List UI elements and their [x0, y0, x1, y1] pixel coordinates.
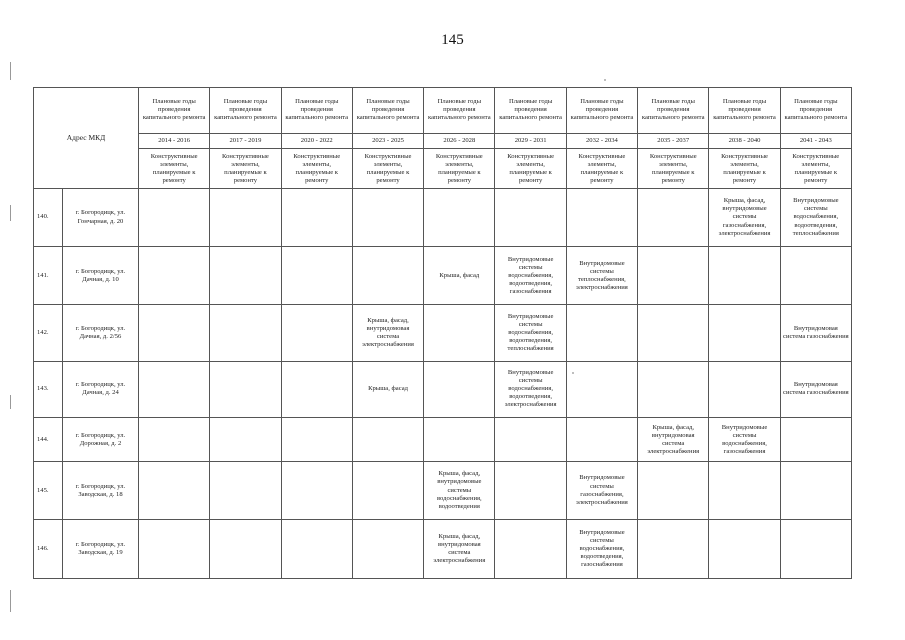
repair-cell — [495, 519, 566, 578]
repair-cell — [210, 417, 281, 462]
repair-cell: Внутридомовые системы теплоснабжения, электроснабжения — [566, 247, 637, 305]
repair-cell: Крыша, фасад — [352, 361, 423, 417]
table-row — [34, 305, 852, 361]
period-header: 2038 - 2040 — [709, 133, 780, 149]
left-margin-mark — [10, 395, 11, 409]
building-address: г. Богородицк, ул. Заводская, д. 19 — [63, 519, 139, 578]
repair-cell — [352, 417, 423, 462]
period-header: 2026 - 2028 — [424, 133, 495, 149]
repair-cell: Внутридомовая система газоснабжения — [780, 361, 851, 417]
repair-cell — [424, 417, 495, 462]
row-number: 144. — [34, 417, 63, 462]
row-number: 142. — [34, 305, 63, 361]
row-number: 141. — [34, 247, 63, 305]
repair-cell — [780, 247, 851, 305]
repair-cell — [638, 361, 709, 417]
elements-header: Конструктивные элементы, планируемые к ремонту — [352, 149, 423, 189]
building-address: г. Богородицк, ул. Заводская, д. 18 — [63, 462, 139, 519]
period-header: 2041 - 2043 — [780, 133, 851, 149]
scan-dot — [604, 79, 606, 81]
repair-cell — [281, 305, 352, 361]
repair-cell — [709, 247, 780, 305]
header-row-periods — [34, 133, 852, 149]
repair-cell — [638, 305, 709, 361]
repair-cell — [210, 519, 281, 578]
period-header: 2017 - 2019 — [210, 133, 281, 149]
repair-cell — [638, 247, 709, 305]
elements-header: Конструктивные элементы, планируемые к ремонту — [780, 149, 851, 189]
repair-cell — [139, 247, 210, 305]
repair-cell — [210, 247, 281, 305]
repair-cell: Крыша, фасад — [424, 247, 495, 305]
repair-cell — [281, 188, 352, 246]
plan-years-header: Плановые годы проведения капитального ремонта — [495, 88, 566, 134]
repair-cell — [139, 417, 210, 462]
elements-header: Конструктивные элементы, планируемые к ремонту — [495, 149, 566, 189]
repair-cell — [352, 519, 423, 578]
period-header: 2023 - 2025 — [352, 133, 423, 149]
period-header: 2020 - 2022 — [281, 133, 352, 149]
plan-years-header: Плановые годы проведения капитального ремонта — [566, 88, 637, 134]
building-address: г. Богородицк, ул. Дорожная, д. 2 — [63, 417, 139, 462]
plan-years-header: Плановые годы проведения капитального ремонта — [281, 88, 352, 134]
repair-cell — [352, 462, 423, 519]
repair-cell — [566, 188, 637, 246]
repair-plan-table — [33, 87, 852, 579]
repair-cell — [424, 361, 495, 417]
repair-cell — [424, 188, 495, 246]
table-row — [34, 247, 852, 305]
page-number: 145 — [441, 32, 464, 48]
repair-cell — [352, 247, 423, 305]
period-header: 2029 - 2031 — [495, 133, 566, 149]
repair-cell — [780, 417, 851, 462]
elements-header: Конструктивные элементы, планируемые к ремонту — [566, 149, 637, 189]
plan-years-header: Плановые годы проведения капитального ремонта — [709, 88, 780, 134]
repair-cell — [281, 417, 352, 462]
repair-cell — [709, 361, 780, 417]
table-row — [34, 188, 852, 246]
building-address: г. Богородицк, ул. Дачная, д. 2/56 — [63, 305, 139, 361]
repair-cell — [566, 417, 637, 462]
repair-cell — [566, 305, 637, 361]
building-address: г. Богородицк, ул. Гончарная, д. 20 — [63, 188, 139, 246]
plan-years-header: Плановые годы проведения капитального ремонта — [638, 88, 709, 134]
elements-header: Конструктивные элементы, планируемые к ремонту — [638, 149, 709, 189]
repair-cell — [638, 188, 709, 246]
table-row — [34, 462, 852, 519]
header-row-plan — [34, 88, 852, 134]
repair-cell: Внутридомовые системы водоснабжения, водоотведения, электроснабжения — [495, 361, 566, 417]
elements-header: Конструктивные элементы, планируемые к ремонту — [424, 149, 495, 189]
row-number: 146. — [34, 519, 63, 578]
left-margin-mark — [10, 205, 11, 221]
elements-header: Конструктивные элементы, планируемые к ремонту — [210, 149, 281, 189]
repair-cell: Крыша, фасад, внутридомовая система электроснабжения — [424, 519, 495, 578]
repair-cell — [210, 462, 281, 519]
table-row — [34, 519, 852, 578]
repair-cell — [780, 519, 851, 578]
plan-years-header: Плановые годы проведения капитального ремонта — [780, 88, 851, 134]
repair-cell — [352, 188, 423, 246]
plan-years-header: Плановые годы проведения капитального ремонта — [352, 88, 423, 134]
repair-cell: Крыша, фасад, внутридомовые системы газоснабжения, электроснабжения — [709, 188, 780, 246]
repair-cell — [638, 519, 709, 578]
repair-cell — [139, 462, 210, 519]
building-address: г. Богородицк, ул. Дачная, д. 10 — [63, 247, 139, 305]
repair-cell — [139, 361, 210, 417]
repair-cell — [424, 305, 495, 361]
repair-cell — [638, 462, 709, 519]
left-margin-mark — [10, 590, 11, 612]
repair-cell: Внутридомовая система газоснабжения — [780, 305, 851, 361]
repair-cell — [709, 519, 780, 578]
period-header: 2035 - 2037 — [638, 133, 709, 149]
repair-cell — [139, 188, 210, 246]
address-header: Адрес МКД — [34, 88, 139, 189]
repair-cell: Крыша, фасад, внутридомовая система электроснабжения — [352, 305, 423, 361]
repair-cell — [210, 188, 281, 246]
row-number: 143. — [34, 361, 63, 417]
repair-cell — [780, 462, 851, 519]
repair-cell — [566, 361, 637, 417]
repair-cell — [709, 462, 780, 519]
repair-cell — [281, 519, 352, 578]
left-margin-mark — [10, 62, 11, 80]
repair-cell — [495, 417, 566, 462]
repair-cell: Крыша, фасад, внутридомовые системы водоснабжения, водоотведения — [424, 462, 495, 519]
building-address: г. Богородицк, ул. Дачная, д. 24 — [63, 361, 139, 417]
repair-cell: Внутридомовые системы водоснабжения, водоотведения, газоснабжения — [495, 247, 566, 305]
plan-years-header: Плановые годы проведения капитального ремонта — [139, 88, 210, 134]
repair-cell: Внутридомовые системы водоснабжения, газоснабжения — [709, 417, 780, 462]
row-number: 140. — [34, 188, 63, 246]
table-row — [34, 417, 852, 462]
repair-cell: Внутридомовые системы газоснабжения, электроснабжения — [566, 462, 637, 519]
repair-cell: Крыша, фасад, внутридомовая система электроснабжения — [638, 417, 709, 462]
repair-cell — [495, 188, 566, 246]
period-header: 2032 - 2034 — [566, 133, 637, 149]
repair-cell: Внутридомовые системы водоснабжения, водоотведения, теплоснабжения — [495, 305, 566, 361]
plan-years-header: Плановые годы проведения капитального ремонта — [424, 88, 495, 134]
repair-cell: Внутридомовые системы водоснабжения, водоотведения, газоснабжения — [566, 519, 637, 578]
row-number: 145. — [34, 462, 63, 519]
repair-cell — [139, 519, 210, 578]
elements-header: Конструктивные элементы, планируемые к ремонту — [281, 149, 352, 189]
repair-cell: Внутридомовые системы водоснабжения, водоотведения, теплоснабжения — [780, 188, 851, 246]
period-header: 2014 - 2016 — [139, 133, 210, 149]
header-row-elements — [34, 149, 852, 189]
repair-cell — [139, 305, 210, 361]
repair-cell — [709, 305, 780, 361]
repair-cell — [210, 361, 281, 417]
elements-header: Конструктивные элементы, планируемые к ремонту — [139, 149, 210, 189]
repair-cell — [495, 462, 566, 519]
repair-cell — [210, 305, 281, 361]
elements-header: Конструктивные элементы, планируемые к ремонту — [709, 149, 780, 189]
plan-years-header: Плановые годы проведения капитального ремонта — [210, 88, 281, 134]
table-row — [34, 361, 852, 417]
repair-cell — [281, 361, 352, 417]
repair-cell — [281, 462, 352, 519]
repair-cell — [281, 247, 352, 305]
